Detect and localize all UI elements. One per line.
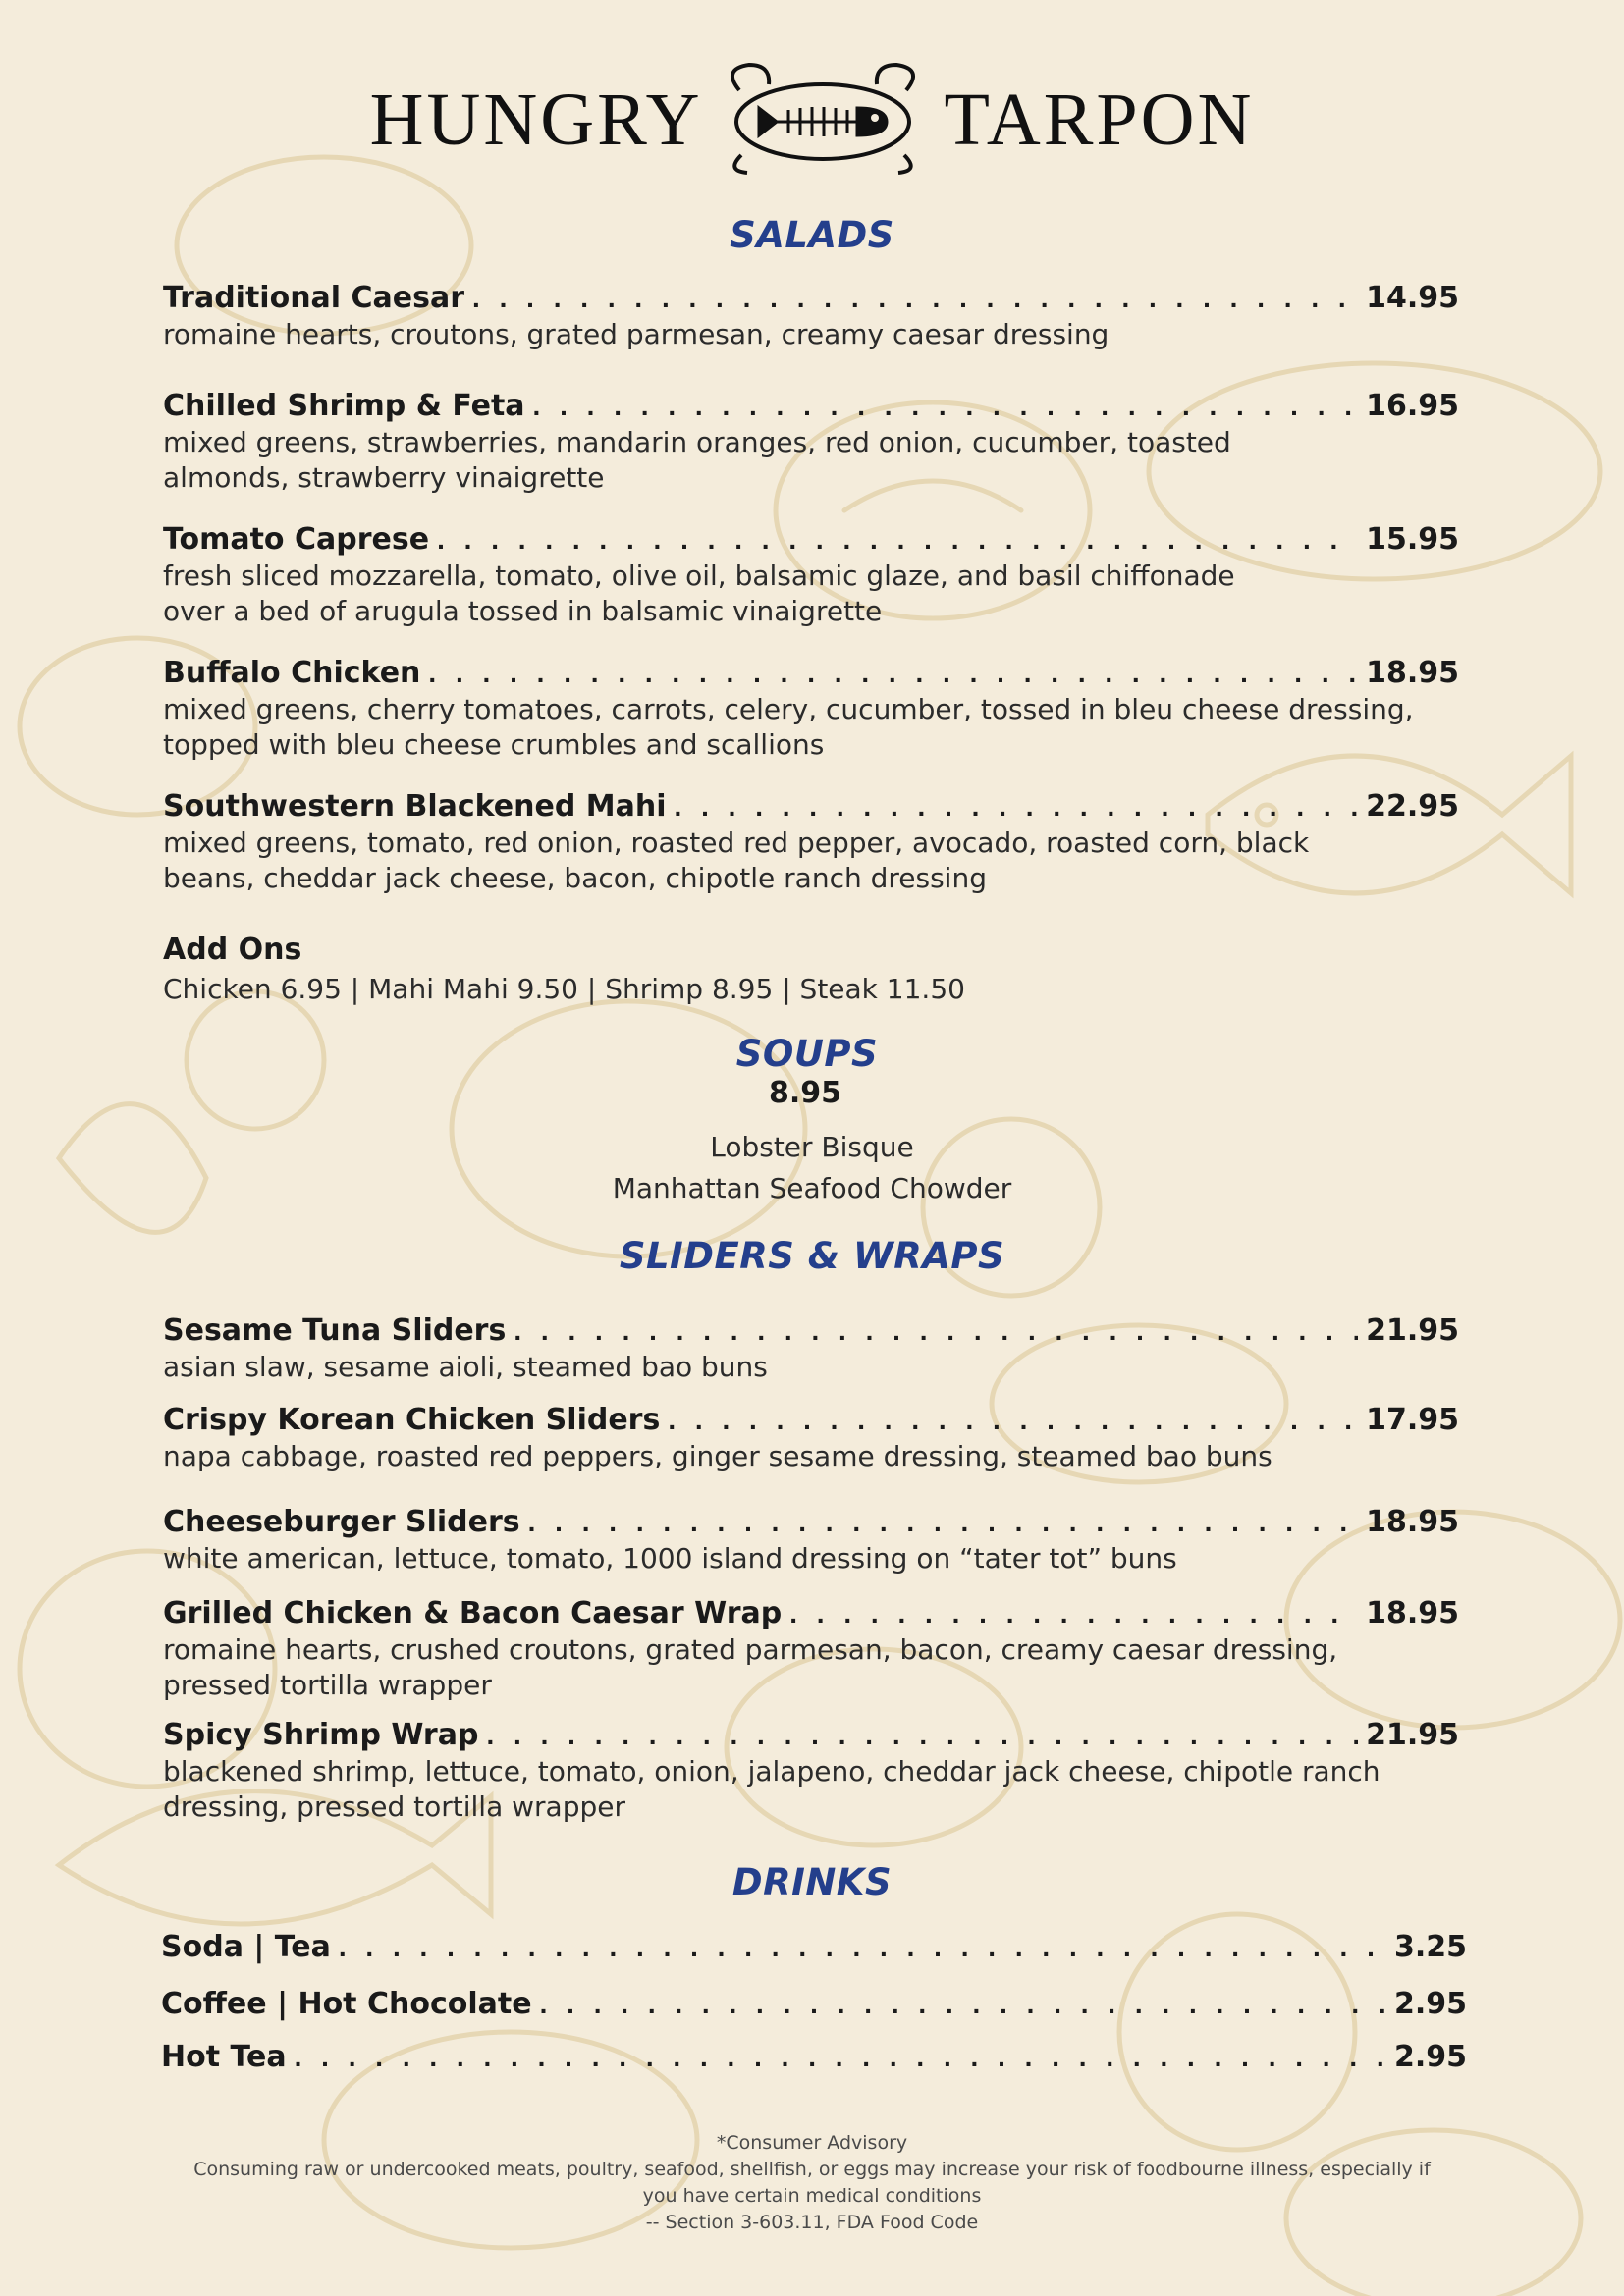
menu-item <box>163 656 1459 763</box>
drink-item <box>161 1930 1467 1964</box>
item-description: romaine hearts, crushed croutons, grated parmesan, bacon, creamy caesar dressing, pressed tortilla wrapper <box>163 1633 1338 1701</box>
item-description: asian slaw, sesame aioli, steamed bao buns <box>163 1351 768 1383</box>
dot-leader <box>437 524 1358 556</box>
item-name: Hot Tea <box>161 2040 287 2074</box>
dot-leader <box>472 283 1358 314</box>
menu-item <box>163 522 1459 629</box>
fish-skeleton-emblem-icon <box>720 61 926 179</box>
advisory-title: *Consumer Advisory <box>716 2132 908 2154</box>
dot-leader <box>528 1507 1358 1538</box>
item-price: 15.95 <box>1366 522 1459 557</box>
add-ons-title: Add Ons <box>163 933 302 967</box>
menu-item <box>163 789 1459 896</box>
advisory-citation: -- Section 3-603.11, FDA Food Code <box>645 2212 979 2233</box>
item-name: Traditional Caesar <box>163 281 465 315</box>
logo-word-right: TARPON <box>944 78 1255 161</box>
item-name: Chilled Shrimp & Feta <box>163 389 525 423</box>
item-price: 2.95 <box>1393 2040 1467 2074</box>
menu-item <box>163 1403 1459 1474</box>
menu-item <box>163 1505 1459 1576</box>
item-description: napa cabbage, roasted red peppers, ginger sesame dressing, steamed bao buns <box>163 1440 1272 1472</box>
dot-leader <box>486 1720 1358 1751</box>
consumer-advisory <box>0 2130 1624 2236</box>
soups-heading: SOUPS <box>735 1033 879 1075</box>
item-name: Cheeseburger Sliders <box>163 1505 520 1539</box>
item-name: Soda | Tea <box>161 1930 331 1964</box>
menu-item <box>163 281 1459 352</box>
salads-heading: SALADS <box>730 214 894 256</box>
dot-leader <box>540 1989 1386 2020</box>
item-price: 14.95 <box>1366 281 1459 315</box>
add-ons-list: Chicken 6.95 | Mahi Mahi 9.50 | Shrimp 8.95 | Steak 11.50 <box>163 973 965 1005</box>
menu-item <box>163 1596 1459 1703</box>
dot-leader <box>789 1598 1358 1629</box>
item-description: mixed greens, tomato, red onion, roasted red pepper, avocado, roasted corn, black beans, cheddar jack cheese, bacon, chipotle ranch dressing <box>163 827 1310 894</box>
item-price: 2.95 <box>1393 1987 1467 2021</box>
item-name: Southwestern Blackened Mahi <box>163 789 667 824</box>
dot-leader <box>339 1932 1386 1963</box>
dot-leader <box>675 791 1359 823</box>
sliders-wraps-heading: SLIDERS & WRAPS <box>619 1235 1005 1277</box>
item-price: 16.95 <box>1366 389 1459 423</box>
add-ons <box>163 933 965 1005</box>
item-name: Spicy Shrimp Wrap <box>163 1718 479 1752</box>
drink-item <box>161 2040 1467 2074</box>
item-description: mixed greens, cherry tomatoes, carrots, celery, cucumber, tossed in bleu cheese dressing, topped with bleu cheese crumbles and scallions <box>163 693 1414 761</box>
soup-item: Manhattan Seafood Chowder <box>612 1172 1012 1204</box>
dot-leader <box>514 1315 1358 1347</box>
item-price: 18.95 <box>1366 1596 1459 1630</box>
item-name: Coffee | Hot Chocolate <box>161 1987 532 2021</box>
item-description: white american, lettuce, tomato, 1000 island dressing on “tater tot” buns <box>163 1542 1177 1575</box>
item-name: Grilled Chicken & Bacon Caesar Wrap <box>163 1596 783 1630</box>
logo-word-left: HUNGRY <box>369 78 703 161</box>
dot-leader <box>295 2042 1386 2073</box>
menu-item <box>163 1718 1459 1825</box>
item-description: blackened shrimp, lettuce, tomato, onion, jalapeno, cheddar jack cheese, chipotle ranch dressing, pressed tortilla wrapper <box>163 1755 1380 1823</box>
menu-item <box>163 1313 1459 1385</box>
item-name: Tomato Caprese <box>163 522 430 557</box>
advisory-text: Consuming raw or undercooked meats, poultry, seafood, shellfish, or eggs may increase your risk of foodbourne illness, especially if <box>193 2159 1431 2180</box>
restaurant-logo <box>0 61 1624 179</box>
soup-item: Lobster Bisque <box>710 1131 914 1163</box>
item-description: fresh sliced mozzarella, tomato, olive oil, balsamic glaze, and basil chiffonade over a bed of arugula tossed in balsamic vinaigrette <box>163 560 1235 627</box>
item-name: Crispy Korean Chicken Sliders <box>163 1403 661 1437</box>
item-price: 18.95 <box>1366 1505 1459 1539</box>
menu-item <box>163 389 1459 496</box>
dot-leader <box>428 658 1358 689</box>
item-price: 21.95 <box>1366 1313 1459 1348</box>
item-price: 3.25 <box>1393 1930 1467 1964</box>
item-price: 18.95 <box>1366 656 1459 690</box>
advisory-text: you have certain medical conditions <box>642 2185 982 2207</box>
item-name: Buffalo Chicken <box>163 656 421 690</box>
dot-leader <box>533 391 1359 422</box>
item-description: mixed greens, strawberries, mandarin oranges, red onion, cucumber, toasted almonds, strawberry vinaigrette <box>163 426 1231 494</box>
item-price: 21.95 <box>1366 1718 1459 1752</box>
soups-price: 8.95 <box>768 1076 842 1110</box>
dot-leader <box>668 1405 1358 1436</box>
item-name: Sesame Tuna Sliders <box>163 1313 507 1348</box>
item-description: romaine hearts, croutons, grated parmesan, creamy caesar dressing <box>163 318 1110 350</box>
item-price: 22.95 <box>1366 789 1459 824</box>
drinks-heading: DRINKS <box>731 1861 893 1903</box>
item-price: 17.95 <box>1366 1403 1459 1437</box>
drink-item <box>161 1987 1467 2021</box>
